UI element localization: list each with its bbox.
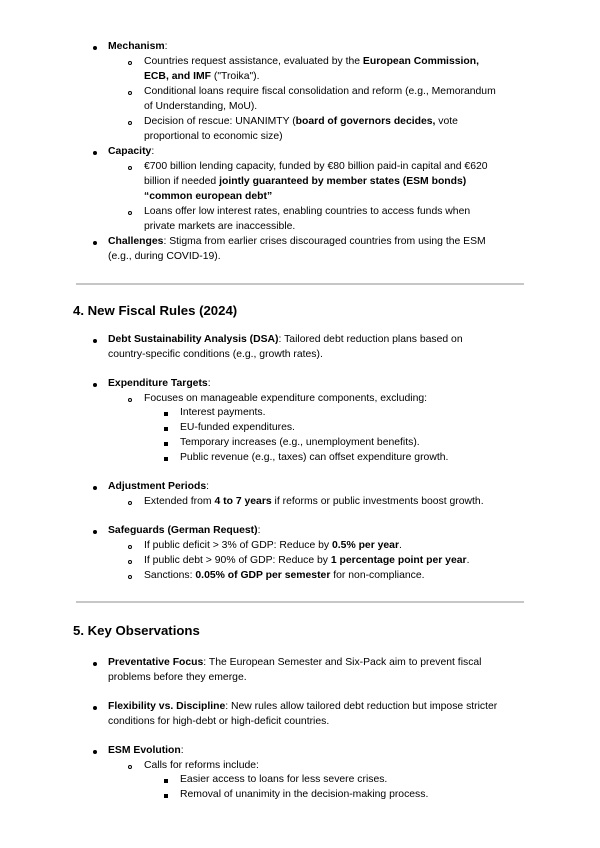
circle-bullet-icon [128, 501, 132, 505]
mechanism-item-1-cont: ECB, and IMF ("Troika"). [144, 71, 260, 82]
safeguards-item: If public deficit > 3% of GDP: Reduce by 0.5% per year. [144, 540, 402, 551]
capacity-item-2-cont: private markets are inaccessible. [144, 221, 296, 232]
circle-bullet-icon [128, 91, 132, 95]
preventative-line-cont: problems before they emerge. [108, 672, 247, 683]
bullet-icon [93, 750, 97, 754]
expenditure-item: Interest payments. [180, 407, 266, 418]
expenditure-line: Expenditure Targets: [108, 378, 211, 389]
mechanism-item-3-cont: proportional to economic size) [144, 131, 283, 142]
mechanism-label: Mechanism [108, 41, 165, 52]
flexibility-line: Flexibility vs. Discipline: New rules allow tailored debt reduction but impose stricter [108, 701, 498, 712]
square-bullet-icon [164, 779, 168, 783]
circle-bullet-icon [128, 121, 132, 125]
capacity-item-1-cont: billion if needed jointly guaranteed by member states (ESM bonds) [144, 176, 467, 187]
esm-item: Easier access to loans for less severe crises. [180, 774, 388, 785]
bullet-icon [93, 339, 97, 343]
circle-bullet-icon [128, 560, 132, 564]
esm-item: Removal of unanimity in the decision-making process. [180, 789, 429, 800]
expenditure-sub: Focuses on manageable expenditure components, excluding: [144, 393, 428, 404]
safeguards-item: If public debt > 90% of GDP: Reduce by 1 percentage point per year. [144, 555, 470, 566]
circle-bullet-icon [128, 166, 132, 170]
circle-bullet-icon [128, 211, 132, 215]
dsa-line-cont: country-specific conditions (e.g., growth rates). [108, 349, 323, 360]
bullet-icon [93, 241, 97, 245]
circle-bullet-icon [128, 575, 132, 579]
mechanism-item-1: Countries request assistance, evaluated by the European Commission, [144, 56, 479, 67]
capacity-item-1: €700 billion lending capacity, funded by €80 billion paid-in capital and €620 [144, 161, 488, 172]
challenges-line-cont: (e.g., during COVID-19). [108, 251, 221, 262]
challenges-line: Challenges: Stigma from earlier crises discouraged countries from using the ESM [108, 236, 486, 247]
preventative-line: Preventative Focus: The European Semester and Six-Pack aim to prevent fiscal [108, 657, 482, 668]
bullet-icon [93, 383, 97, 387]
mechanism-item-2-cont: of Understanding, MoU). [144, 101, 258, 112]
dsa-line: Debt Sustainability Analysis (DSA): Tailored debt reduction plans based on [108, 334, 463, 345]
square-bullet-icon [164, 794, 168, 798]
esm-sub: Calls for reforms include: [144, 760, 259, 771]
expenditure-item: Public revenue (e.g., taxes) can offset expenditure growth. [180, 452, 449, 463]
circle-bullet-icon [128, 765, 132, 769]
esm-line: ESM Evolution: [108, 745, 184, 756]
square-bullet-icon [164, 412, 168, 416]
expenditure-item: EU-funded expenditures. [180, 422, 295, 433]
circle-bullet-icon [128, 398, 132, 402]
square-bullet-icon [164, 427, 168, 431]
expenditure-item: Temporary increases (e.g., unemployment benefits). [180, 437, 420, 448]
flexibility-line-cont: conditions for high-debt or high-deficit countries. [108, 716, 330, 727]
square-bullet-icon [164, 442, 168, 446]
bullet-icon [93, 706, 97, 710]
section-4-heading: 4. New Fiscal Rules (2024) [73, 303, 238, 318]
capacity-item-2: Loans offer low interest rates, enabling countries to access funds when [144, 206, 471, 217]
bullet-icon [93, 486, 97, 490]
section-5-heading: 5. Key Observations [73, 623, 200, 638]
square-bullet-icon [164, 457, 168, 461]
adjustment-line: Adjustment Periods: [108, 481, 210, 492]
divider [76, 601, 524, 603]
capacity-line: Capacity: [108, 146, 155, 157]
bullet-icon [93, 151, 97, 155]
circle-bullet-icon [128, 61, 132, 65]
adjustment-item: Extended from 4 to 7 years if reforms or public investments boost growth. [144, 496, 484, 507]
challenges-label: Challenges [108, 236, 164, 247]
safeguards-line: Safeguards (German Request): [108, 525, 261, 536]
safeguards-item: Sanctions: 0.05% of GDP per semester for non-compliance. [144, 570, 425, 581]
mechanism-item-3: Decision of rescue: UNANIMTY (board of governors decides, vote [144, 116, 458, 127]
bullet-icon [93, 662, 97, 666]
divider [76, 283, 524, 285]
capacity-item-1-cont2: “common european debt” [144, 191, 273, 202]
bullet-icon [93, 46, 97, 50]
mechanism-item-2: Conditional loans require fiscal consolidation and reform (e.g., Memorandum [144, 86, 496, 97]
circle-bullet-icon [128, 545, 132, 549]
bullet-icon [93, 530, 97, 534]
mechanism-line: Mechanism: [108, 41, 168, 52]
capacity-label: Capacity [108, 146, 152, 157]
